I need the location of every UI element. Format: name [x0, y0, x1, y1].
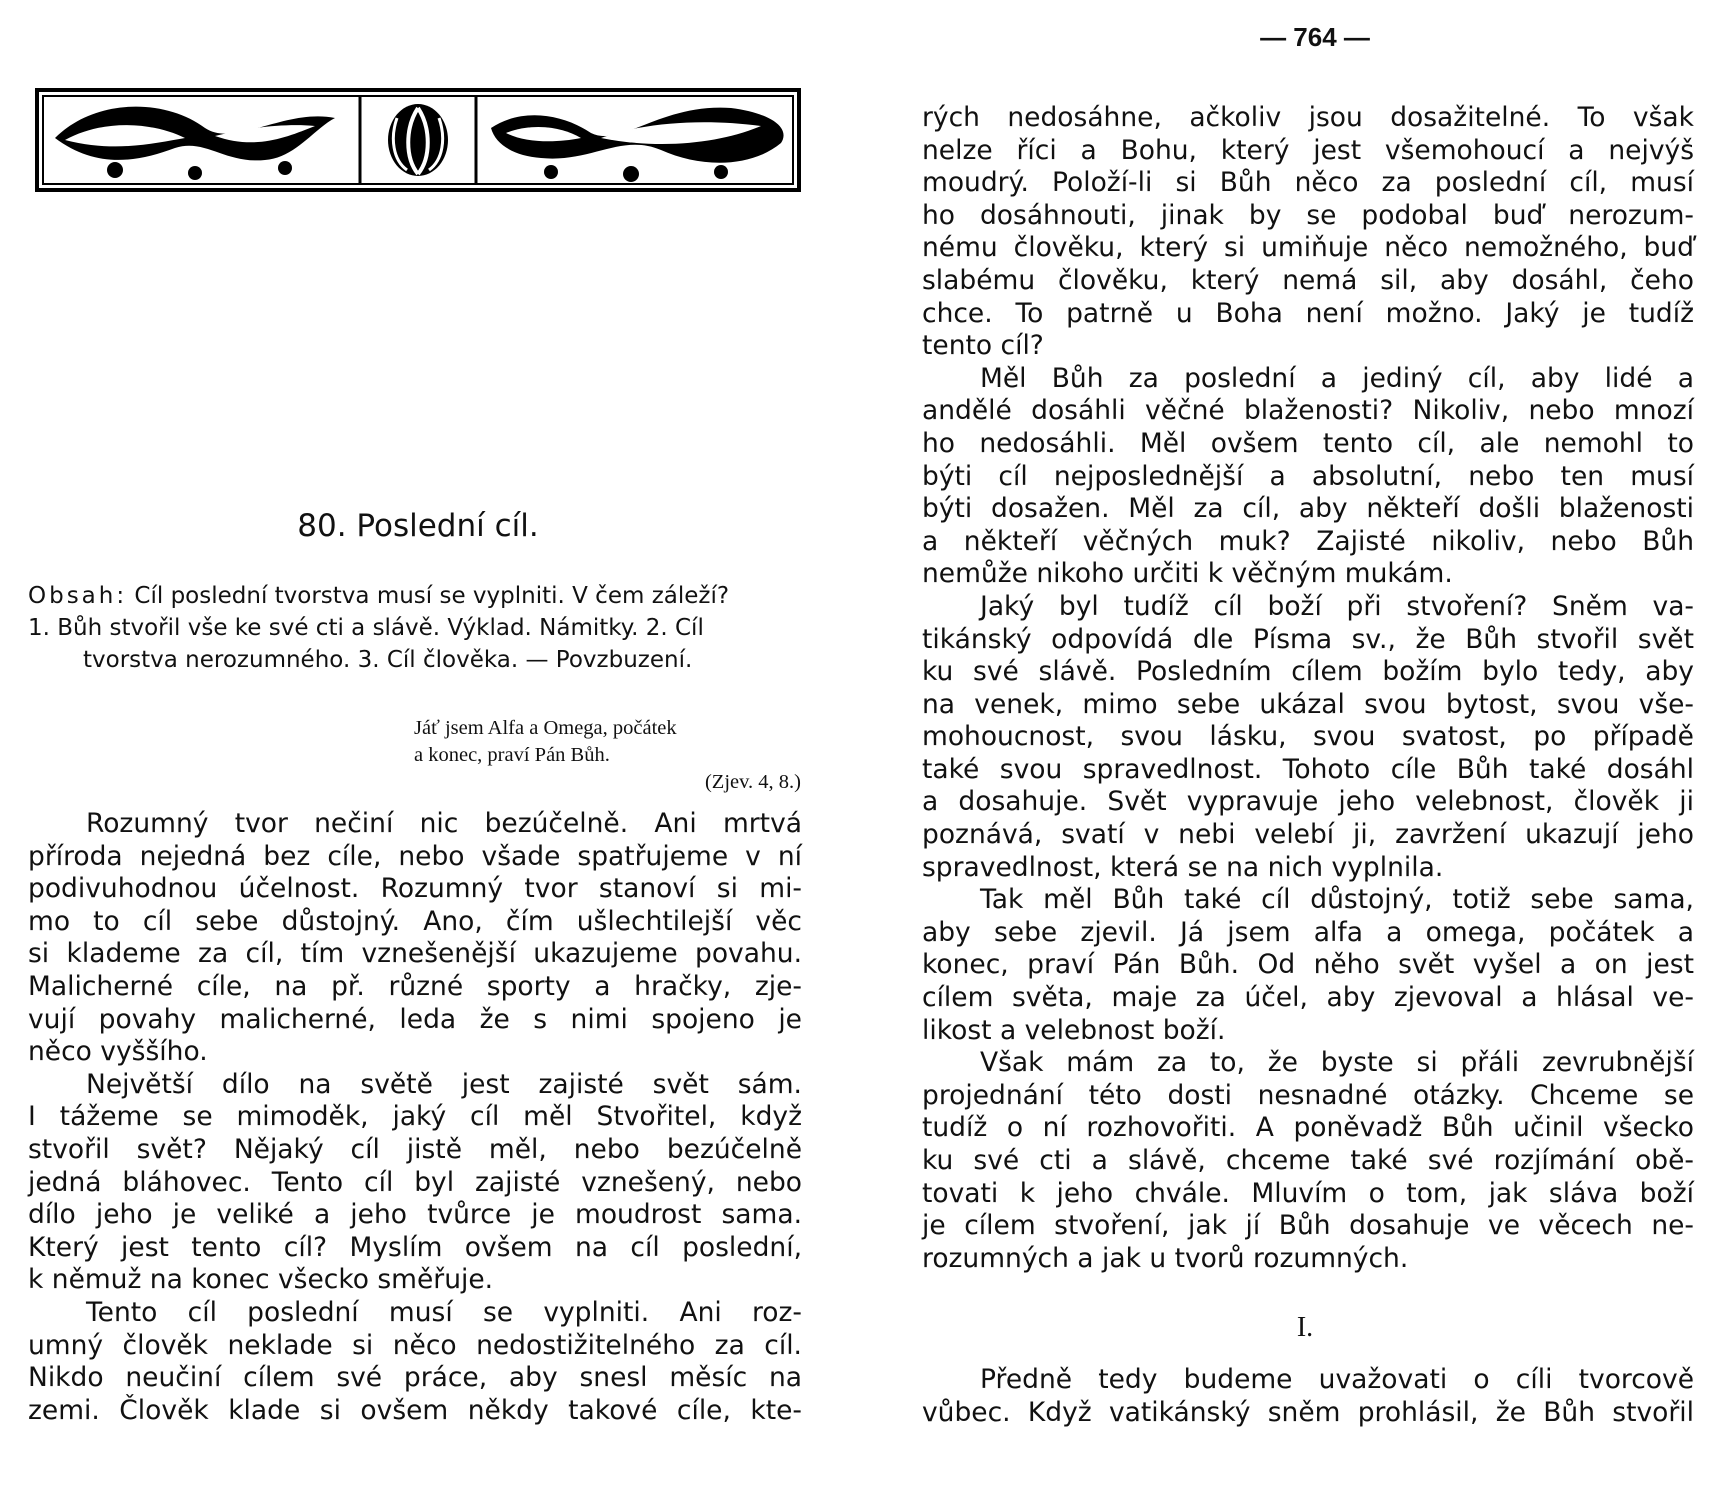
text-line: býti dosažen. Měl za cíl, aby někteří došli blaženosti — [922, 493, 1694, 525]
text-line: něco vyššího. — [28, 1036, 208, 1068]
text-line: ho dosáhnouti, jinak by se podobal buď nerozum- — [922, 199, 1694, 231]
text-line: tovati k jeho chvále. Mluvím o tom, jak sláva boží — [922, 1177, 1694, 1209]
text-line: nému člověku, který si umiňuje něco nemožného, buď — [922, 232, 1694, 264]
text-line: dílo jeho je veliké a jeho tvůrce je moudrost sama. — [28, 1199, 802, 1231]
text-line: moudrý. Položí-li si Bůh něco za poslední cíl, musí — [922, 167, 1694, 199]
text-line: jedná bláhovec. Tento cíl byl zajisté vznešený, nebo — [28, 1166, 802, 1198]
text-line: ku své slávě. Posledním cílem božím bylo tedy, aby — [922, 656, 1694, 688]
left-column-text — [28, 808, 802, 1427]
page-number: — 764 — — [1260, 22, 1370, 52]
text-line: býti cíl nejposlednější a absolutní, nebo ten musí — [922, 460, 1694, 492]
text-line: na venek, mimo sebe ukázal svou bytost, svou vše- — [922, 688, 1694, 720]
summary-line-3: tvorstva nerozumného. 3. Cíl člověka. — Povzbuzení. — [83, 647, 693, 673]
text-line: Nikdo neučiní cílem své práce, aby snesl měsíc na — [28, 1362, 802, 1394]
text-line: aby sebe zjevil. Já jsem alfa a omega, počátek a — [922, 916, 1694, 948]
text-line: umný člověk neklade si něco nedostižitelného za cíl. — [28, 1329, 802, 1361]
text-line: příroda nejedná bez cíle, nebo všade spatřujeme v ní — [28, 840, 802, 872]
right-swirl-icon — [491, 108, 784, 182]
text-line: projednání této dosti nesnadné otázky. Chceme se — [922, 1079, 1694, 1111]
epigraph — [414, 715, 806, 796]
text-line: si klademe za cíl, tím vznešenější ukazujeme povahu. — [28, 938, 802, 970]
text-line: cílem světa, maje za účel, aby zjevoval a hlásal ve- — [922, 982, 1694, 1014]
text-line: Měl Bůh za poslední a jediný cíl, aby lidé a — [980, 362, 1694, 394]
text-line: Tento cíl poslední musí se vyplniti. Ani roz- — [86, 1296, 802, 1328]
epigraph-reference: (Zjev. 4, 8.) — [704, 771, 801, 793]
chapter-summary — [28, 580, 808, 676]
text-line: rých nedosáhne, ačkoliv jsou dosažitelné. To však — [922, 102, 1694, 133]
text-line: konec, praví Pán Bůh. Od něho svět vyšel a on jest — [922, 949, 1694, 981]
text-line: Rozumný tvor nečiní nic bezúčelně. Ani mrtvá — [86, 808, 802, 839]
text-line: mohoucnost, svou lásku, svou svatost, po případě — [922, 721, 1694, 753]
text-line: Tak měl Bůh také cíl důstojný, totiž sebe sama, — [980, 884, 1694, 916]
left-swirl-icon — [55, 107, 335, 180]
right-column-text — [922, 102, 1694, 1275]
epigraph-line-2: a konec, praví Pán Bůh. — [414, 744, 610, 766]
ornamental-header-banner — [35, 88, 801, 192]
text-line: tikánský odpovídá dle Písma sv., že Bůh stvořil svět — [922, 623, 1694, 655]
text-line: I tážeme se mimoděk, jaký cíl měl Stvořitel, když — [28, 1101, 802, 1133]
text-line: a dosahuje. Svět vypravuje jeho velebnost, člověk ji — [922, 786, 1694, 818]
text-line: stvořil svět? Nějaký cíl jistě měl, nebo bezúčelně — [28, 1133, 802, 1165]
text-line: ku své cti a slávě, chceme také své rozjímání obě- — [922, 1145, 1694, 1176]
text-line: rozumných a jak u tvorů rozumných. — [922, 1242, 1409, 1274]
text-line: poznává, svatí v nebi velebí ji, zavržení ukazují jeho — [922, 819, 1694, 851]
text-line: Předně tedy budeme uvažovati o cíli tvorcově — [980, 1364, 1694, 1395]
text-line: chce. To patrně u Boha není možno. Jaký je tudíž — [922, 297, 1694, 329]
section-heading: I. — [1296, 1312, 1314, 1343]
text-line: likost a velebnost boží. — [922, 1014, 1226, 1046]
epigraph-line-1: Jáť jsem Alfa a Omega, počátek — [414, 717, 677, 739]
text-line: andělé dosáhli věčné blaženosti? Nikoliv, nebo mnozí — [922, 395, 1694, 427]
right-column-text-after-heading — [922, 1364, 1694, 1429]
text-line: tento cíl? — [922, 330, 1044, 362]
text-line: Který jest tento cíl? Myslím ovšem na cíl poslední, — [28, 1231, 802, 1263]
text-line: mo to cíl sebe důstojný. Ano, čím ušlechtilejší věc — [28, 905, 802, 937]
text-line: vůbec. Když vatikánský sněm prohlásil, že Bůh stvořil — [922, 1396, 1694, 1428]
summary-label: Obsah: — [28, 583, 128, 609]
center-bud-icon — [388, 104, 448, 176]
text-line: slabému člověku, který nemá sil, aby dosáhl, čeho — [922, 264, 1694, 296]
text-line: spravedlnost, která se na nich vyplnila. — [922, 851, 1444, 883]
chapter-title: 80. Poslední cíl. — [297, 508, 539, 544]
text-line: Však mám za to, že byste si přáli zevrubnější — [980, 1047, 1694, 1079]
text-line: a někteří věčných muk? Zajisté nikoliv, nebo Bůh — [922, 525, 1694, 557]
summary-line-1: Obsah: Cíl poslední tvorstva musí se vyplniti. V čem záleží? — [28, 583, 730, 609]
text-line: také svou spravedlnost. Tohoto cíle Bůh také dosáhl — [922, 753, 1694, 785]
summary-line-2: 1. Bůh stvořil vše ke své cti a slávě. Výklad. Námitky. 2. Cíl — [28, 615, 704, 641]
text-line: Největší dílo na světě jest zajisté svět sám. — [86, 1068, 802, 1100]
text-line: vují povahy malicherné, leda že s nimi spojeno je — [28, 1003, 802, 1035]
text-line: nelze říci a Bohu, který jest všemohoucí a nejvýš — [922, 134, 1694, 166]
text-line: tudíž o ní rozhovořiti. A poněvadž Bůh učinil všecko — [922, 1112, 1694, 1144]
text-line: podivuhodnou účelnost. Rozumný tvor stanoví si mi- — [28, 873, 802, 905]
text-line: je cílem stvoření, jak jí Bůh dosahuje ve věcech ne- — [922, 1210, 1694, 1242]
text-line: Malicherné cíle, na př. různé sporty a hračky, zje- — [28, 970, 802, 1002]
text-line: Jaký byl tudíž cíl boží při stvoření? Sněm va- — [980, 590, 1694, 622]
text-line: nemůže nikoho určiti k věčným mukám. — [922, 558, 1453, 590]
text-line: zemi. Člověk klade si ovšem někdy takové cíle, kte- — [28, 1394, 802, 1426]
text-line: ho nedosáhli. Měl ovšem tento cíl, ale nemohl to — [922, 427, 1694, 459]
text-line: k němuž na konec všecko směřuje. — [28, 1264, 494, 1296]
